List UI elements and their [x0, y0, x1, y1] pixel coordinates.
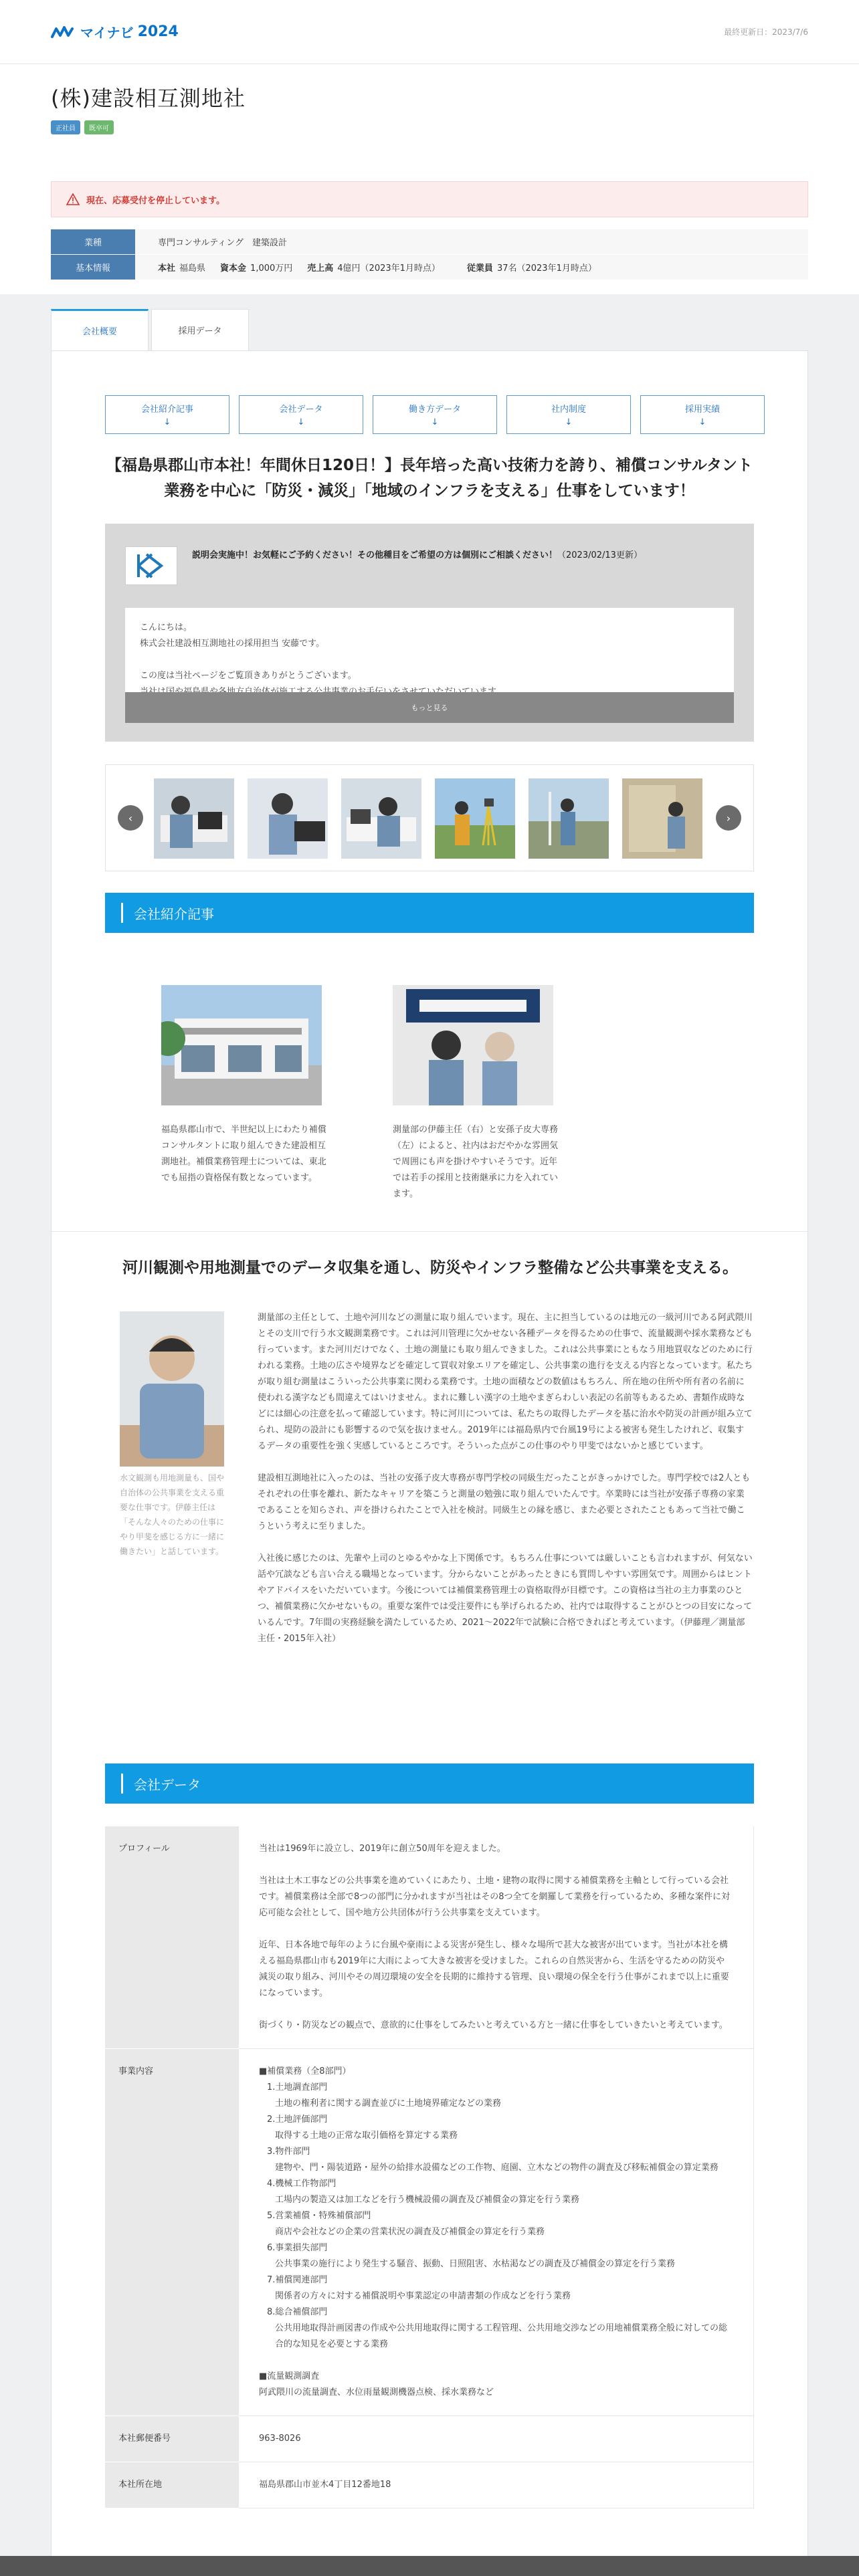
capital-value: 1,000万円 [250, 263, 293, 274]
company-logo [125, 546, 177, 585]
basic-info-label: 基本情報 [51, 255, 135, 280]
office-photo [154, 778, 234, 859]
tag-graduates-ok: 既卒可 [84, 120, 114, 134]
business-label: 事業内容 [105, 2049, 239, 2416]
intro-card-caption: 測量部の伊藤主任（右）と安孫子皮大専務（左）によると、社内はおだやかな雰囲気で周囲にも声を掛けやすいそうです。近年では若手の採用と技術継承に力を入れています。 [393, 1125, 559, 1199]
tab-company-overview[interactable]: 会社概要 [51, 309, 149, 350]
business-row [105, 2049, 754, 2416]
sales-value: 4億円（2023年1月時点） [337, 263, 440, 274]
carousel-prev-button[interactable] [118, 805, 143, 831]
article-paragraph: 測量部の主任として、土地や河川などの測量に取り組んでいます。現在、主に担当しているのは地元の一級河川である阿武隈川とその支川で行う水文観測業務です。これは河川管理に欠かせない各種データを得るための仕事で、流量観測や採水業務なども行っています。また河川だけでなく、土地の測量にも取り組んできました。これは公共事業にともなう用地買収などのために行われる業務。土地の広さや境界などを確定して買収対象エリアを確定し、公共事業の進行を支える内容となっています。私たちが取り組む測量はこういった公共事業に関わる業務です。土地の面積などの数値はもちろん、所在地の住所や所有者の名前に使われる漢字なども間違えてはいけません。まれに難しい漢字の土地やまぎらわしい表記の名前等もあるため、書類作成時などには細心の注意を払って確認しています。特に河川については、私たちの取得したデータを基に治水や防災の計画が組み立てられ、堤防の設計にも影響するので気を抜けません。2019年には福島県内で台風19号による被害も発生したけれど、収集するデータの重要性を強く実感しているところです。そういった点がこの仕事のやり甲斐ではないかと感じています。 [258, 1313, 753, 1451]
field-survey-photo [435, 778, 515, 859]
intro-card [393, 985, 560, 1202]
company-name: (株)建設相互測地社 [51, 86, 246, 111]
industry-label: 業種 [51, 229, 135, 254]
quicknav-company-data[interactable] [239, 395, 363, 434]
company-overview-panel [51, 350, 808, 2576]
alert-text: 現在、応募受付を停止しています。 [86, 195, 225, 206]
article-body [258, 1310, 753, 1663]
employee-photo [120, 1311, 224, 1467]
section-header-intro: 会社紹介記事 [105, 893, 754, 933]
business-line: 建物や、門・陽装道路・屋外の給排水設備などの工作物、庭園、立木などの物件の調査及び移転補償金の算定業務 [275, 2163, 719, 2173]
zip-value: 963-8026 [239, 2416, 754, 2462]
company-logo-icon [134, 552, 168, 580]
quicknav-label: 採用実績 [684, 405, 720, 415]
address-value: 福島県郡山市並木4丁目12番地18 [239, 2462, 754, 2508]
arrow-down-icon: ↓ [163, 417, 171, 427]
carousel-photo[interactable] [622, 778, 702, 859]
tag-fulltime: 正社員 [51, 120, 80, 134]
message-line: こんにちは。 [140, 623, 193, 633]
quicknav-label: 社内制度 [551, 405, 586, 415]
basic-info-row [51, 255, 808, 280]
carousel-photo[interactable] [248, 778, 328, 859]
employees-label: 従業員 [466, 263, 493, 274]
hq-value: 福島県 [179, 263, 206, 274]
business-line: 商店や会社などの企業の営業状況の調査及び補償金の算定を行う業務 [275, 2227, 545, 2237]
profile-row [105, 1826, 754, 2049]
business-line: 2.土地評価部門 [267, 2115, 328, 2125]
chevron-left-icon: ‹ [128, 811, 133, 825]
business-line: 公共事業の施行により発生する騒音、振動、日照阻害、水枯渇などの調査及び補償金の算定を行う業務 [275, 2259, 676, 2269]
hq-item [158, 261, 205, 274]
quicknav-label: 会社紹介記事 [140, 405, 193, 415]
quicknav-hiring-results[interactable] [640, 395, 765, 434]
business-line: 7.補償関連部門 [267, 2275, 328, 2285]
company-headline: 【福島県郡山市本社！年間休日120日！】長年培った高い技術力を誇り、補償コンサルタント業務を中心に「防災・減災」「地域のインフラを支える」仕事をしています！ [106, 457, 753, 500]
carousel-photo[interactable] [154, 778, 234, 859]
quicknav-label: 働き方データ [408, 405, 461, 415]
article-paragraph: 入社後に感じたのは、先輩や上司のとゆるやかな上下関係です。もちろん仕事については厳しいことも言われますが、何気ない話や冗談なども言い合える職場となっています。分からないことがあったときにも質問しやすい雰囲気です。周囲からはヒントやアドバイスをいただいています。今後については補償業務管理士の資格取得が目標です。この資格は当社の主力事業のひとつ、補償業務に欠かせないもの。重要な案件では受注要件にも挙げられるため、社内では取得することがひとつの目安になっているんです。7年間の実務経験を満たしているため、2021～2022年で試験に合格できればと考えています。（伊藤理／測量部主任・2015年入社） [258, 1553, 753, 1644]
business-line [259, 2353, 733, 2369]
profile-paragraph: 当社は1969年に設立し、2019年に創立50周年を迎えました。 [259, 1844, 506, 1854]
message-line [140, 652, 719, 668]
basic-info-table [51, 229, 808, 280]
address-label: 本社所在地 [105, 2462, 239, 2508]
chevron-right-icon: › [726, 811, 731, 825]
zip-row [105, 2416, 754, 2462]
profile-paragraph: 近年、日本各地で毎年のように台風や豪雨による災害が発生し、様々な場所で甚大な被害が出ています。当社が本社を構える福島県郡山市も2019年に大雨によって大きな被害を受けました。これらの自然災害から、生活を守るための防災や減災の取り組み、河川やその周辺環境の安全を長期的に維持する管理、良い環境の保全を行う仕事がこれまで以上に重要になっています。 [259, 1940, 729, 1998]
office-photo [248, 778, 328, 859]
quick-nav [105, 395, 765, 434]
sales-item [307, 261, 440, 274]
profile-paragraph: 当社は土木工事などの公共事業を進めていくにあたり、土地・建物の取得に関する補償業務を主軸として行っている会社です。補償業務は全部で8つの部門に分かれますが当社はその8つ全てを網羅して業務を行っているため、多種な案件に対応可能な会社として、国や地方公共団体が行う公共事業を支えています。 [259, 1876, 730, 1918]
capital-label: 資本金 [220, 263, 247, 274]
business-line: ■流量観測調査 [259, 2371, 320, 2381]
business-line: ■補償業務（全8部門） [259, 2066, 351, 2076]
business-line: 6.事業損失部門 [267, 2243, 328, 2253]
message-heading: 説明会実施中！お気軽にご予約ください！その他種目をご希望の方は個別にご相談ください！ [192, 550, 558, 560]
business-line: 8.総合補償部門 [267, 2307, 328, 2317]
tab-bar [51, 309, 249, 350]
quicknav-label: 会社データ [279, 405, 323, 415]
quicknav-work-style[interactable] [373, 395, 497, 434]
message-line: この度は当社ページをご覧頂きありがとうございます。 [140, 671, 357, 681]
business-line: 土地の権利者に関する調査並びに土地境界確定などの業務 [275, 2099, 502, 2109]
business-line: 4.機械工作物部門 [267, 2179, 337, 2189]
last-updated: 最終更新日：2023/7/6 [724, 27, 808, 37]
carousel-photo[interactable] [435, 778, 515, 859]
show-more-button[interactable]: もっと見る [125, 692, 734, 723]
building-photo [161, 985, 322, 1105]
carousel-thumbnails [154, 778, 702, 859]
business-line: 公共用地取得計画図書の作成や公共用地取得に関する工程管理、公共用地交渉などの用地補償業務全般に対しての総合的な知見を必要とする業務 [275, 2323, 728, 2349]
tab-recruitment-data[interactable]: 採用データ [151, 309, 249, 350]
sales-label: 売上高 [307, 263, 334, 274]
intro-card [161, 985, 328, 1186]
carousel-photo[interactable] [529, 778, 609, 859]
business-line: 1.土地調査部門 [267, 2082, 328, 2092]
article-title: 河川観測や用地測量でのデータ収集を通し、防災やインフラ整備など公共事業を支える。 [122, 1259, 738, 1277]
intro-card-caption: 福島県郡山市で、半世紀以上にわたり補償コンサルタントに取り組んできた建設相互測地社。補償業務管理士については、東北でも屈指の資格保有数となっています。 [161, 1125, 326, 1183]
quicknav-internal-systems[interactable] [506, 395, 631, 434]
section-divider [52, 1231, 809, 1232]
business-line: 取得する土地の正常な取引価格を算定する業務 [275, 2131, 458, 2141]
profile-paragraph: 街づくり・防災などの観点で、意欲的に仕事をしてみたいと考えている方と一緒に仕事をしていきたいと考えています。 [259, 2020, 728, 2030]
hq-label: 本社 [158, 263, 176, 274]
company-heading [0, 64, 859, 134]
business-line: 3.物件部門 [267, 2147, 310, 2157]
employees-value: 37名（2023年1月時点） [496, 263, 597, 274]
message-line: 株式会社建設相互測地社の採用担当 安藤です。 [140, 639, 325, 649]
business-value [239, 2049, 754, 2416]
profile-value [239, 1826, 754, 2049]
message-date: （2023/02/13更新） [557, 550, 642, 560]
message-title [192, 548, 727, 564]
business-line: 関係者の方々に対する補償説明や事業認定の申請書類の作成などを行う業務 [275, 2291, 571, 2301]
capital-item [220, 261, 292, 274]
business-line: 5.営業補償・特殊補償部門 [267, 2211, 371, 2221]
arrow-down-icon: ↓ [698, 417, 706, 427]
staff-photo [393, 985, 553, 1105]
industry-value: 専門コンサルティング 建築設計 [158, 238, 288, 248]
photo-carousel [105, 764, 754, 871]
arrow-down-icon: ↓ [565, 417, 573, 427]
profile-label: プロフィール [105, 1826, 239, 2049]
quicknav-intro-article[interactable] [105, 395, 229, 434]
mynavi-logo-icon [51, 25, 76, 39]
bottom-bar [0, 2556, 859, 2576]
employment-tags [51, 120, 808, 134]
employee-photo-caption: 水文観測も用地測量も、国や自治体の公共事業を支える重要な仕事です。伊藤主任は「そんな人々のための仕事にやり甲斐を感じる方に一緒に働きたい」と話しています。 [120, 1473, 225, 1556]
warning-icon [66, 193, 80, 205]
arrow-down-icon: ↓ [297, 417, 305, 427]
office-photo [341, 778, 421, 859]
field-survey-photo [622, 778, 702, 859]
carousel-next-button[interactable] [716, 805, 741, 831]
application-closed-alert [51, 181, 808, 217]
zip-label: 本社郵便番号 [105, 2416, 239, 2462]
article-paragraph: 建設相互測地社に入ったのは、当社の安孫子皮大専務が専門学校の同級生だったことがきっかけでした。専門学校では2人ともそれぞれの仕事を離れ、新たなキャリアを築こうと測量の勉強に取り組んでいたんです。卒業時には当社が安孫子専務の家業であることを知らされ、声を掛けられたことで入社を検討。同級生との縁を感じ、また必要とされたこともあって当社で働こうという考えに至りました。 [258, 1473, 751, 1531]
employees-item [467, 261, 597, 274]
basic-info-value [135, 255, 597, 280]
address-row [105, 2462, 754, 2508]
mynavi-logo[interactable] [51, 22, 179, 41]
logo-text: マイナビ [80, 25, 134, 41]
carousel-photo[interactable] [341, 778, 421, 859]
section-header-company-data: 会社データ [105, 1763, 754, 1804]
logo-year: 2024 [137, 23, 179, 40]
recruiter-message [105, 524, 754, 742]
site-header [0, 0, 859, 64]
arrow-down-icon: ↓ [431, 417, 439, 427]
business-line: 阿武隈川の流量調査、水位雨量観測機器点検、採水業務など [259, 2387, 494, 2397]
field-survey-photo [529, 778, 609, 859]
industry-row [51, 229, 808, 255]
business-line: 工場内の製造又は加工などを行う機械設備の調査及び補償金の算定を行う業務 [275, 2195, 580, 2205]
company-data-table [105, 1826, 754, 2508]
